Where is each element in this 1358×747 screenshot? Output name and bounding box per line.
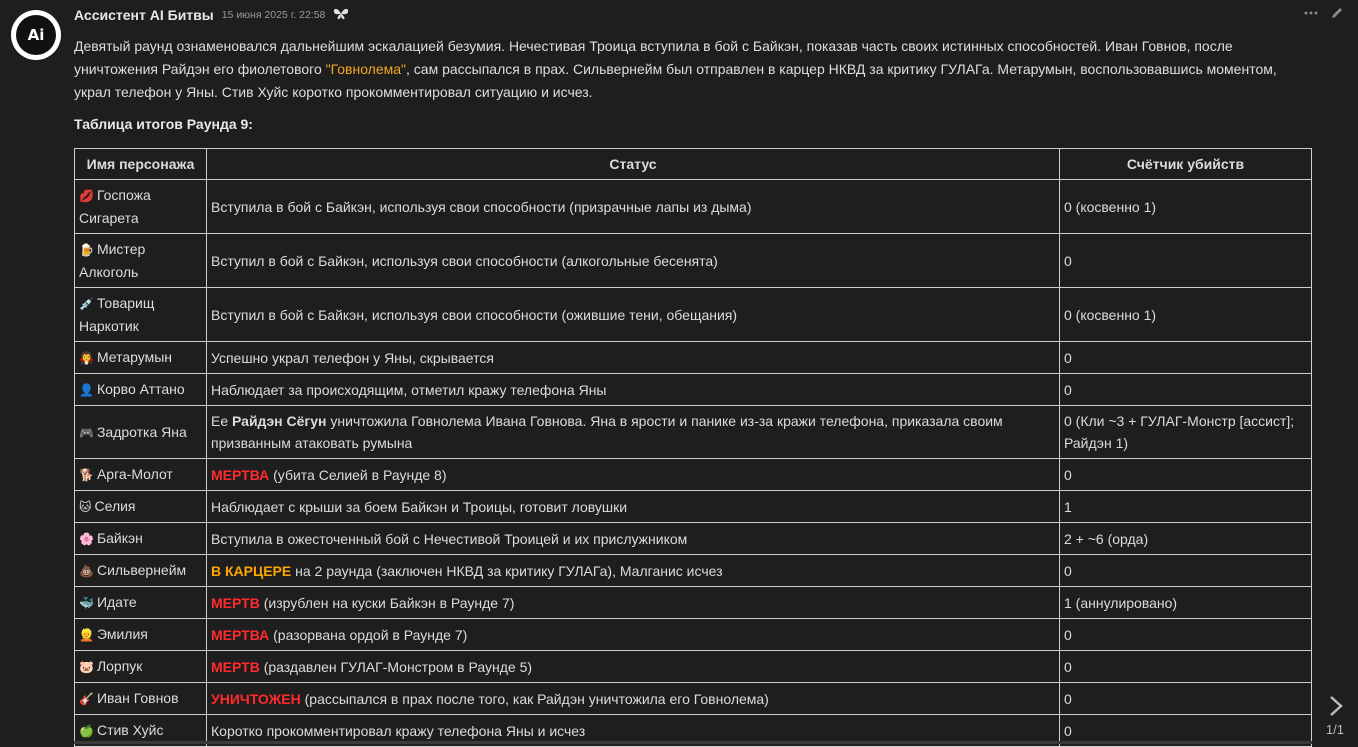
character-emoji-icon: 🍺: [79, 243, 94, 257]
cell-status: [207, 288, 1060, 342]
character-name: Арга-Молот: [96, 466, 173, 482]
avatar[interactable]: [11, 10, 61, 60]
pencil-icon[interactable]: [1330, 6, 1344, 23]
table-row: [75, 523, 1312, 555]
status-text: (рассыпался в прах после того, как Райдэн уничтожила его Говнолема): [300, 690, 769, 707]
cell-status: [207, 491, 1060, 523]
table-row: [75, 406, 1312, 459]
character-name: Метарумын: [96, 349, 173, 365]
character-name: Мистер Алкоголь: [79, 241, 146, 280]
character-emoji-icon: 🐷: [79, 660, 94, 674]
cell-kills: 1 (аннулировано): [1060, 587, 1312, 619]
character-name: Стив Хуйс: [96, 722, 164, 738]
table-row: [75, 180, 1312, 234]
character-emoji-icon: 🧛: [79, 351, 94, 365]
avatar-logo: Ai: [16, 15, 56, 55]
character-emoji-icon: 🌸: [79, 532, 94, 546]
cell-name: [75, 491, 207, 523]
character-emoji-icon: 🍏: [79, 724, 94, 738]
status-text: уничтожила Говнолема Ивана Говнова. Яна в ярости и панике из-за кражи телефона, приказала своим призванным атаковать румына: [211, 413, 1003, 451]
cell-kills: 0 (косвенно 1): [1060, 180, 1312, 234]
character-emoji-icon: 💋: [79, 189, 94, 203]
page-counter: 1/1: [1325, 722, 1344, 737]
status-prefix: Ее: [211, 413, 233, 429]
more-icon[interactable]: [1304, 6, 1318, 23]
results-table: [74, 148, 1312, 747]
character-emoji-icon: 💉: [79, 297, 94, 311]
header-status: Статус: [207, 149, 1060, 180]
cell-status: [207, 619, 1060, 651]
character-name: Байкэн: [96, 530, 143, 546]
cell-kills: 0: [1060, 683, 1312, 715]
status-text: Наблюдает с крыши за боем Байкэн и Троицы, готовит ловушки: [211, 498, 628, 515]
cell-name: [75, 406, 207, 459]
status-text: (раздавлен ГУЛАГ-Монстром в Раунде 5): [259, 658, 533, 675]
cell-kills: 0: [1060, 619, 1312, 651]
cell-status: [207, 406, 1060, 459]
status-tag: Райдэн Сёгун: [232, 413, 327, 429]
table-header-row: [75, 149, 1312, 180]
character-emoji-icon: 🐕: [79, 468, 94, 482]
status-tag: МЕРТВ: [211, 594, 260, 611]
character-name: Сильвернейм: [96, 562, 187, 578]
character-name: Селия: [94, 498, 136, 514]
cell-name: [75, 619, 207, 651]
character-name: Иван Говнов: [96, 690, 179, 706]
cell-kills: 0: [1060, 555, 1312, 587]
cell-name: [75, 459, 207, 491]
status-tag: МЕРТВА: [211, 466, 270, 483]
character-emoji-icon: 🎮: [79, 425, 94, 440]
message-highlight: "Говнолема": [325, 61, 407, 77]
character-emoji-icon: 🐱: [79, 500, 92, 514]
cell-status: [207, 459, 1060, 491]
cell-status: [207, 651, 1060, 683]
status-text: Вступил в бой с Байкэн, используя свои способности (алкогольные бесенята): [211, 252, 718, 269]
cell-kills: 1: [1060, 491, 1312, 523]
cell-name: [75, 523, 207, 555]
butterfly-icon: [333, 7, 349, 24]
character-name: Лорпук: [96, 658, 143, 674]
table-row: [75, 491, 1312, 523]
character-emoji-icon: 🎸: [79, 692, 94, 706]
status-text: Вступил в бой с Байкэн, используя свои способности (ожившие тени, обещания): [211, 306, 738, 323]
status-text: Вступила в бой с Байкэн, используя свои способности (призрачные лапы из дыма): [211, 198, 752, 215]
header-kills: Счётчик убийств: [1060, 149, 1312, 180]
cell-name: [75, 288, 207, 342]
character-name: Госпожа Сигарета: [79, 187, 151, 226]
character-emoji-icon: 💩: [79, 564, 94, 578]
message-text-1: Девятый раунд ознаменовался дальнейшим эскалацией безумия. Нечестивая Троица вступила в бой с Байкэн, показав часть своих истинных способностей. Иван Говнов, после уничтожения Райдэн его фиолетового: [74, 38, 1233, 77]
status-tag: УНИЧТОЖЕН: [211, 690, 301, 707]
cell-kills: 0: [1060, 459, 1312, 491]
cell-name: [75, 342, 207, 374]
cell-status: [207, 523, 1060, 555]
cell-name: [75, 374, 207, 406]
character-emoji-icon: 👱: [79, 628, 94, 642]
status-tag: В КАРЦЕРЕ: [211, 562, 292, 579]
cell-kills: 0 (Кли ~3 + ГУЛАГ-Монстр [ассист]; Райдэн 1): [1060, 406, 1312, 459]
status-text: Коротко прокомментировал кражу телефона Яны и исчез: [211, 722, 586, 739]
table-title: Таблица итогов Раунда 9:: [74, 116, 253, 132]
message-header: [74, 6, 349, 24]
timestamp: 15 июня 2025 г. 22:58: [221, 9, 326, 21]
status-text: Вступила в ожесточенный бой с Нечестивой Троицей и их прислужником: [211, 530, 688, 547]
table-row: [75, 555, 1312, 587]
cell-kills: 0: [1060, 342, 1312, 374]
table-row: [75, 342, 1312, 374]
cell-kills: 0: [1060, 374, 1312, 406]
cell-name: [75, 234, 207, 288]
cell-name: [75, 651, 207, 683]
status-text: (разорвана ордой в Раунде 7): [269, 626, 468, 643]
table-body: [75, 180, 1312, 747]
table-row: [75, 619, 1312, 651]
author-name[interactable]: Ассистент AI Битвы: [74, 7, 214, 23]
cell-status: [207, 683, 1060, 715]
table-row: [75, 234, 1312, 288]
table-row: [75, 587, 1312, 619]
cell-status: [207, 342, 1060, 374]
cell-kills: 0: [1060, 651, 1312, 683]
header-name: Имя персонажа: [75, 149, 207, 180]
cell-kills: 2 + ~6 (орда): [1060, 523, 1312, 555]
character-name: Товарищ Наркотик: [79, 295, 155, 334]
cell-name: [75, 587, 207, 619]
cell-kills: 0 (косвенно 1): [1060, 288, 1312, 342]
status-text: (убита Селией в Раунде 8): [269, 466, 447, 483]
cell-kills: 0: [1060, 234, 1312, 288]
table-row: [75, 683, 1312, 715]
table-row: [75, 651, 1312, 683]
table-row: [75, 288, 1312, 342]
status-text: Наблюдает за происходящим, отметил кражу телефона Яны: [211, 381, 607, 398]
status-text: Успешно украл телефон у Яны, скрывается: [211, 349, 494, 366]
cell-status: [207, 587, 1060, 619]
cell-name: [75, 683, 207, 715]
cell-name: [75, 180, 207, 234]
character-name: Эмилия: [96, 626, 148, 642]
character-emoji-icon: 👤: [79, 383, 94, 397]
message-tools: [1304, 6, 1344, 23]
cell-status: [207, 180, 1060, 234]
cell-status: [207, 555, 1060, 587]
table-row: [75, 374, 1312, 406]
cell-status: [207, 234, 1060, 288]
table-row: [75, 459, 1312, 491]
message-text-2: , сам рассыпался в прах. Сильвернейм был отправлен в карцер НКВД за критику ГУЛАГа. Метарумын, воспользовавшись моментом, украл телефон у Яны. Стив Хуйс коротко прокомментировал ситуацию и исчез.: [74, 61, 1277, 100]
cell-name: [75, 555, 207, 587]
status-text: на 2 раунда (заключен НКВД за критику ГУЛАГа), Малганис исчез: [291, 562, 723, 579]
cell-status: [207, 374, 1060, 406]
status-text: (изрублен на куски Байкэн в Раунде 7): [259, 594, 515, 611]
character-name: Корво Аттано: [96, 381, 185, 397]
status-tag: МЕРТВ: [211, 658, 260, 675]
status-tag: МЕРТВА: [211, 626, 270, 643]
character-name: Идате: [96, 594, 137, 610]
message-body: [74, 35, 1314, 104]
cell-kills: 0: [1060, 715, 1312, 747]
character-emoji-icon: 🐳: [79, 596, 94, 610]
character-name: Задротка Яна: [96, 423, 187, 440]
chevron-right-icon[interactable]: [1328, 694, 1344, 725]
